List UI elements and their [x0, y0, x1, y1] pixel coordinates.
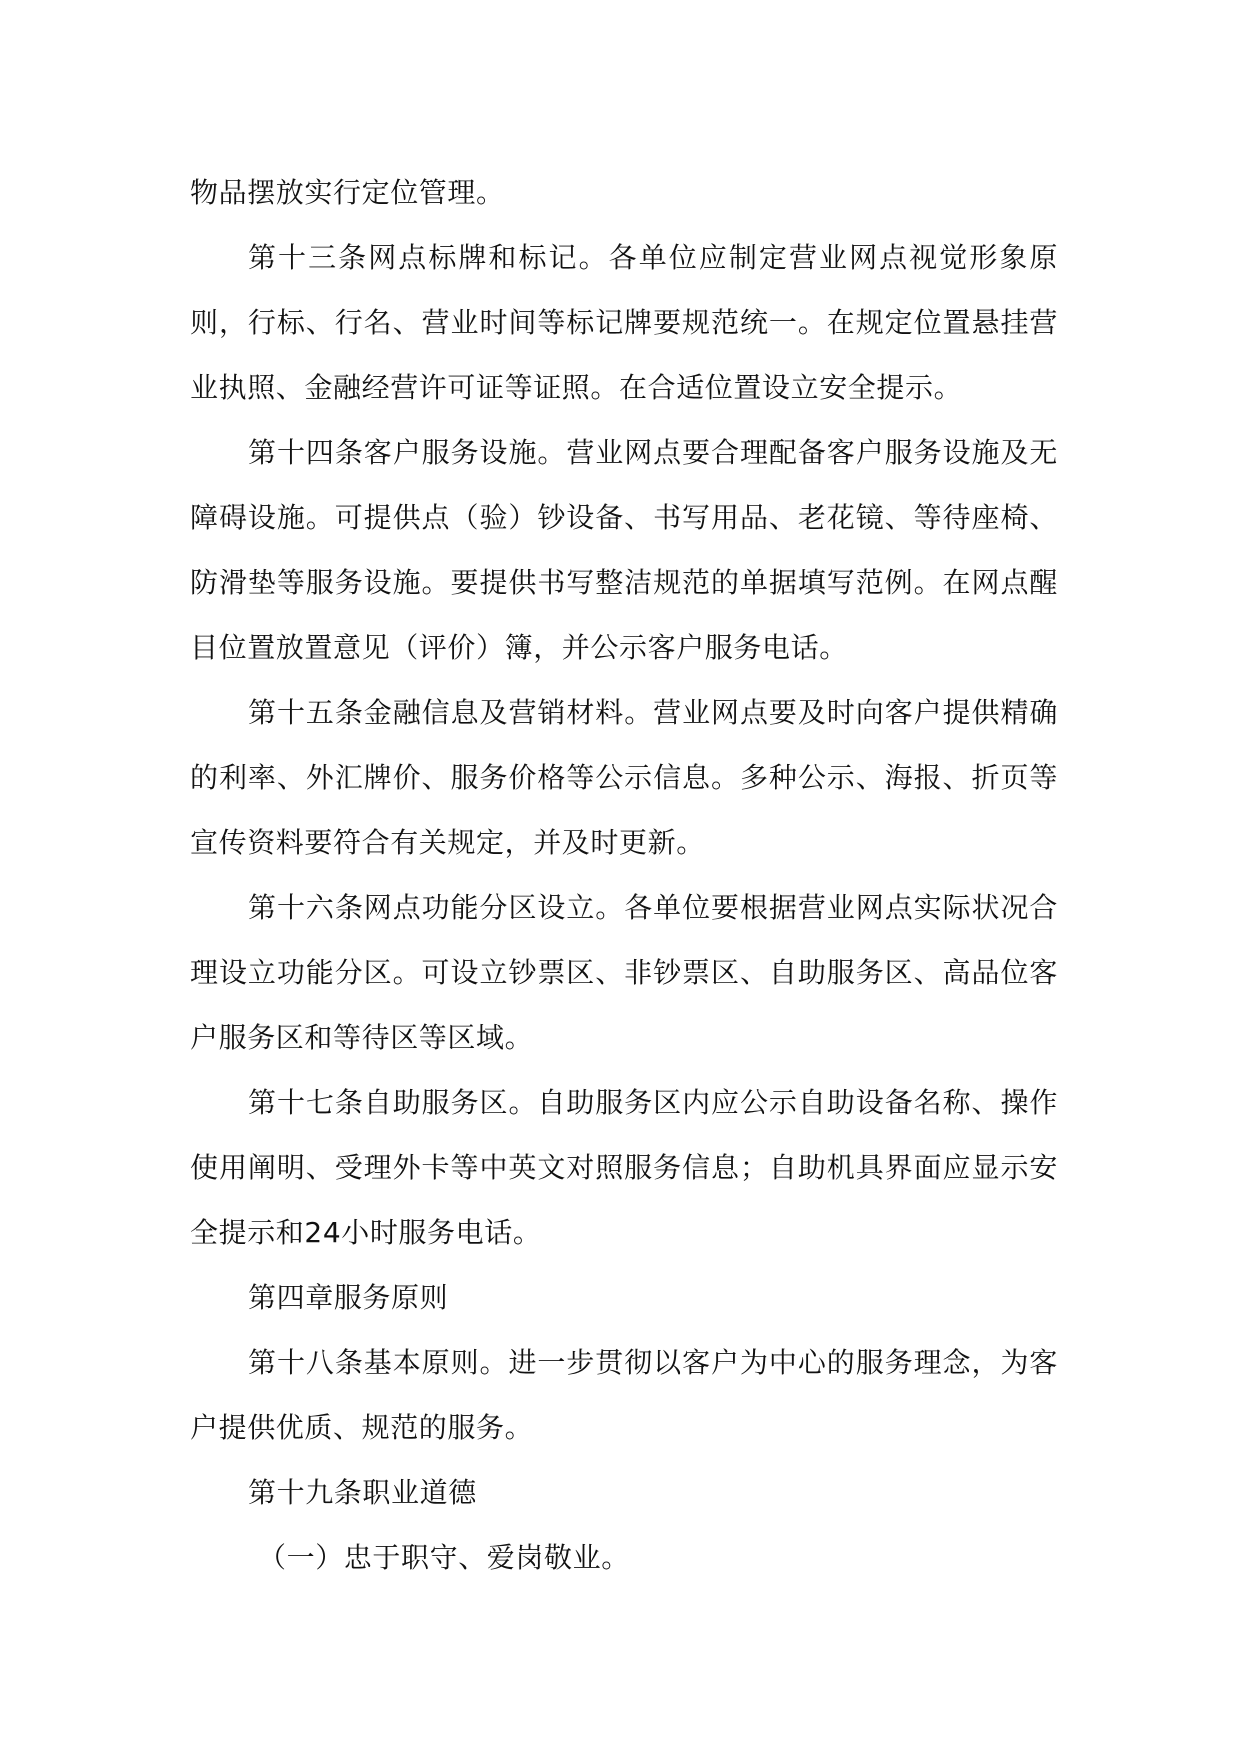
article-17-paragraph: 第十七条自助服务区。自助服务区内应公示自助设备名称、操作使用阐明、受理外卡等中英文对照服务信息；自助机具界面应显示安全提示和24小时服务电话。 — [190, 1086, 1058, 1249]
article-18-paragraph: 第十八条基本原则。进一步贯彻以客户为中心的服务理念，为客户提供优质、规范的服务。 — [190, 1346, 1058, 1444]
list-item-1: （一）忠于职守、爱岗敬业。 — [258, 1541, 630, 1574]
article-15-paragraph: 第十五条金融信息及营销材料。营业网点要及时向客户提供精确的利率、外汇牌价、服务价格等公示信息。多种公示、海报、折页等宣传资料要符合有关规定，并及时更新。 — [190, 696, 1058, 859]
article-14-paragraph: 第十四条客户服务设施。营业网点要合理配备客户服务设施及无障碍设施。可提供点（验）钞设备、书写用品、老花镜、等待座椅、防滑垫等服务设施。要提供书写整洁规范的单据填写范例。在网点醒目位置放置意见（评价）簿，并公示客户服务电话。 — [190, 436, 1058, 664]
article-19-heading: 第十九条职业道德 — [248, 1476, 477, 1509]
paragraph-continuation: 物品摆放实行定位管理。 — [190, 176, 505, 209]
chapter-4-heading: 第四章服务原则 — [248, 1281, 449, 1314]
article-13-paragraph: 第十三条网点标牌和标记。各单位应制定营业网点视觉形象原则，行标、行名、营业时间等标记牌要规范统一。在规定位置悬挂营业执照、金融经营许可证等证照。在合适位置设立安全提示。 — [190, 241, 1058, 404]
article-16-paragraph: 第十六条网点功能分区设立。各单位要根据营业网点实际状况合理设立功能分区。可设立钞票区、非钞票区、自助服务区、高品位客户服务区和等待区等区域。 — [190, 891, 1058, 1054]
document-page — [190, 160, 1058, 1590]
